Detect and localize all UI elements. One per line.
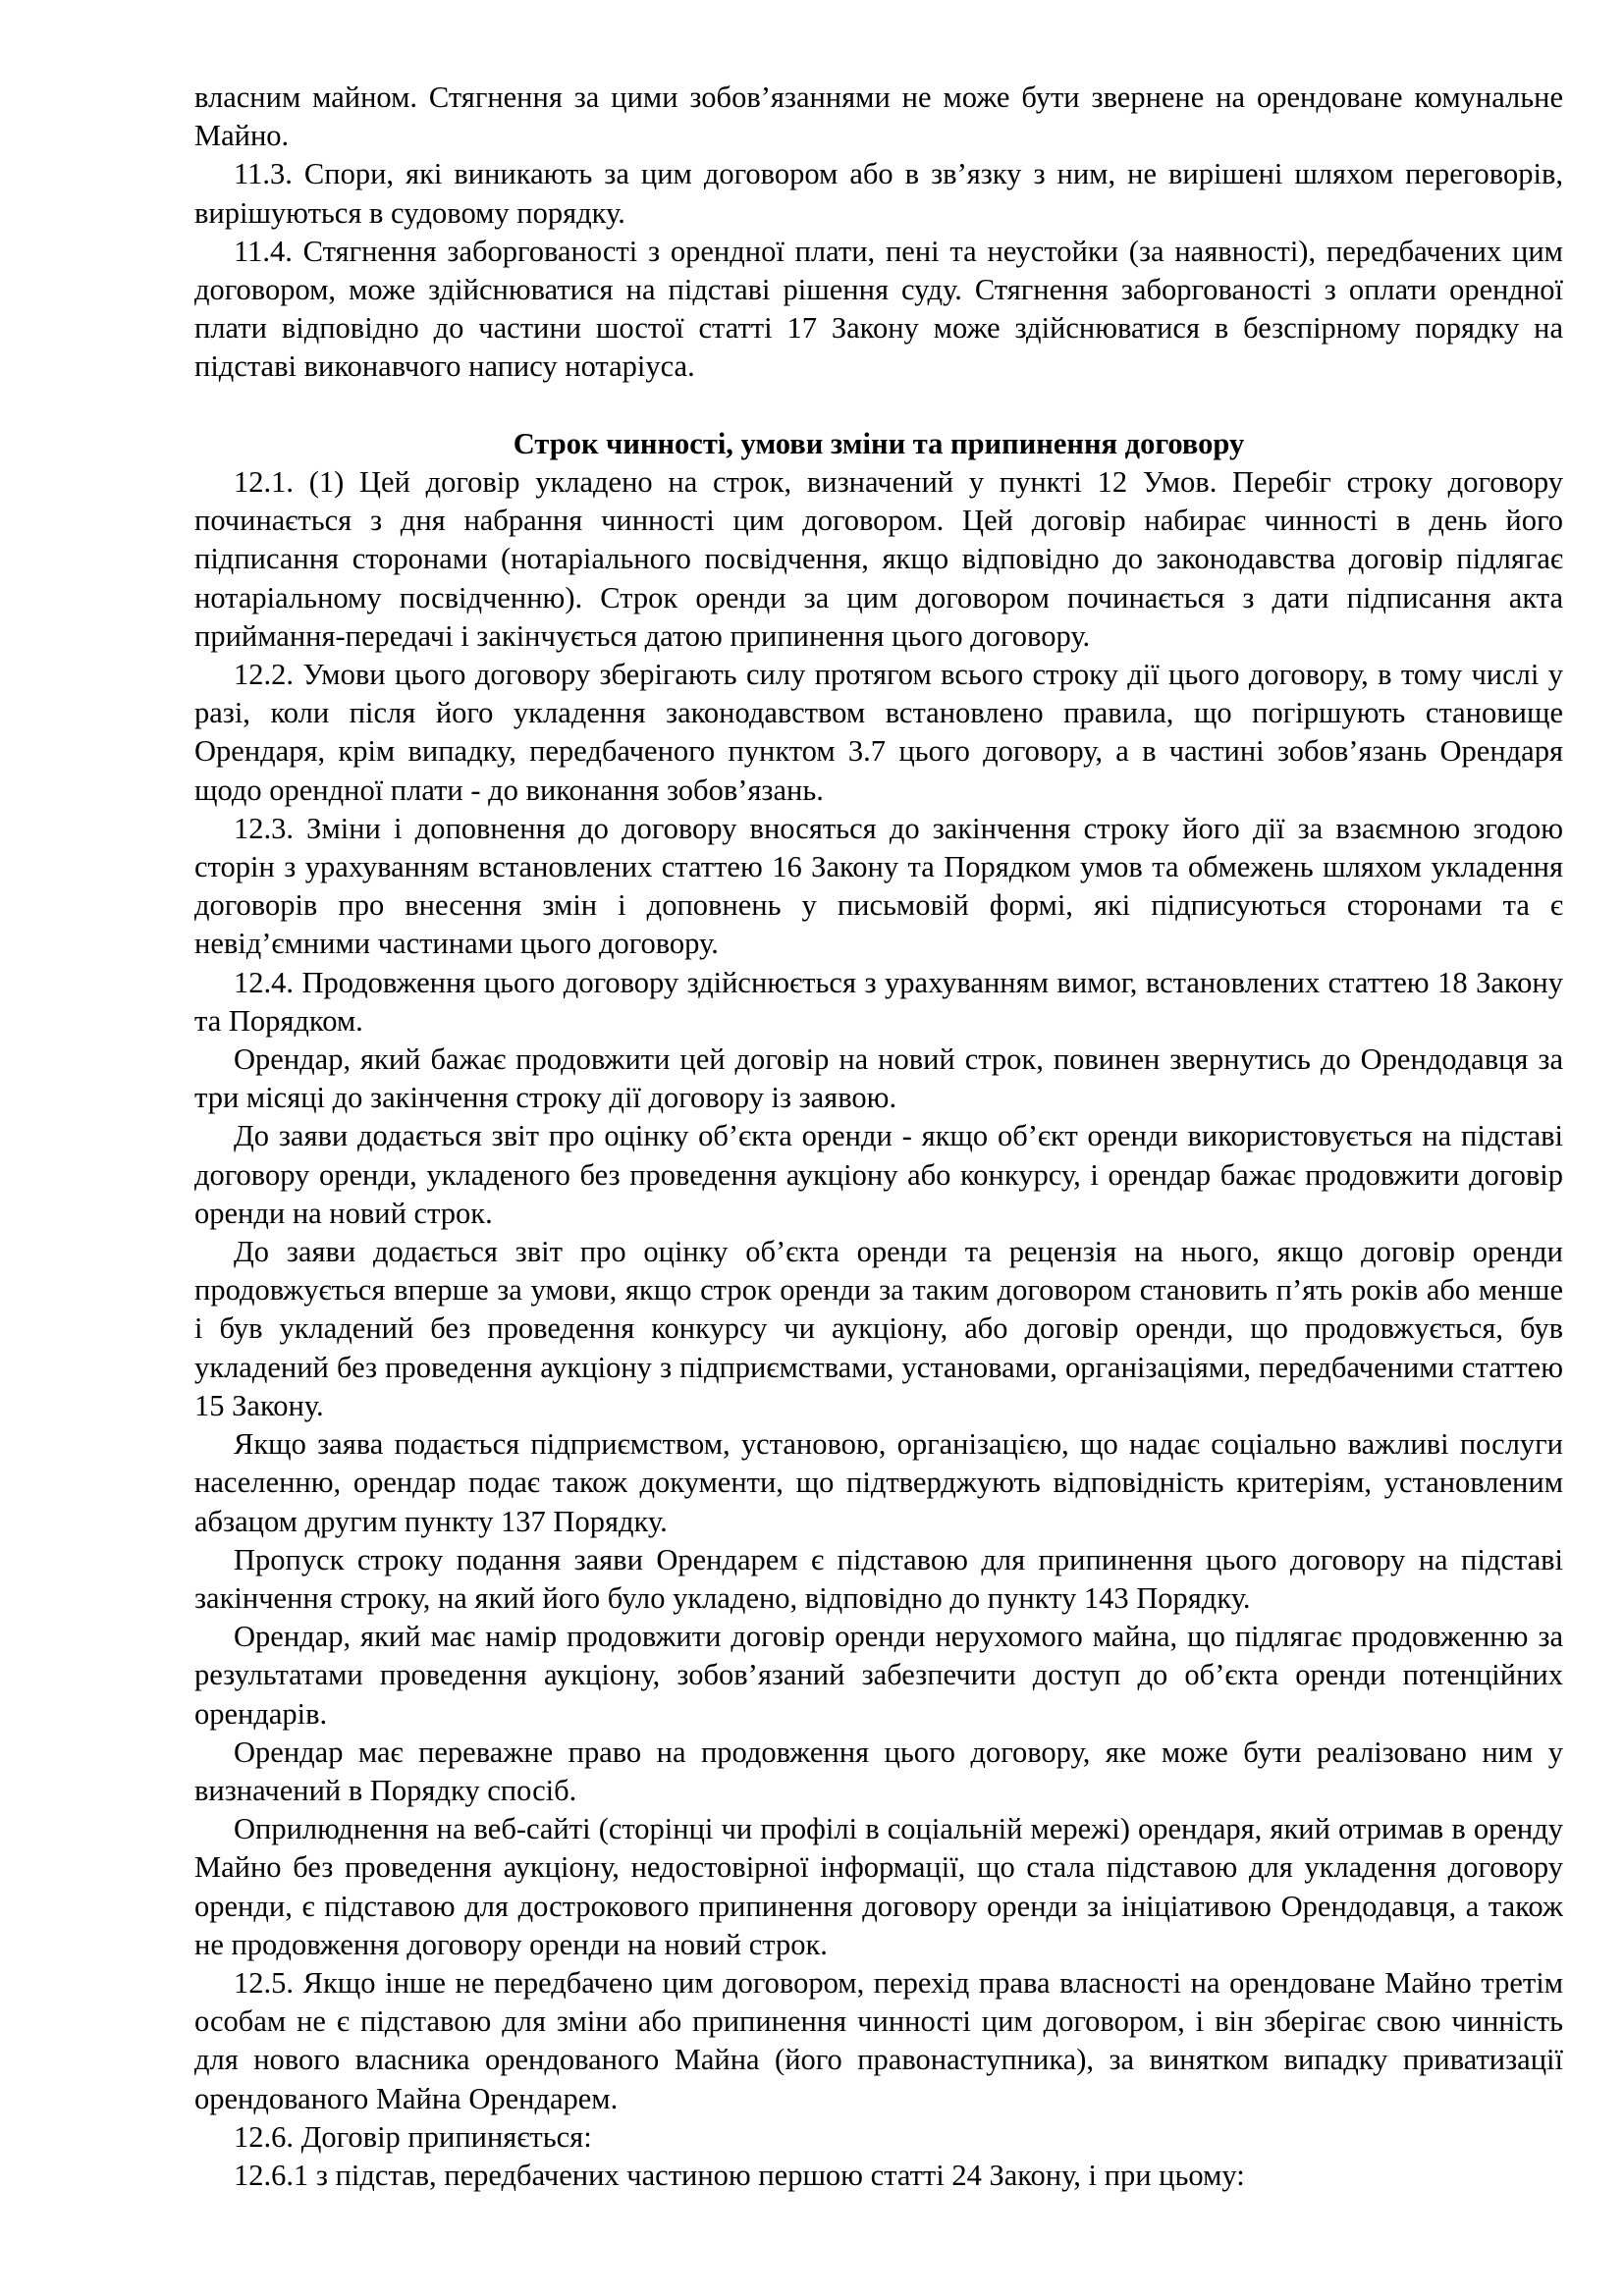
document-page [194,79,1563,2195]
paragraph-12-6: 12.6. Договір припиняється: [234,2119,592,2154]
paragraph-preemptive-right: Орендар має переважне право на продовження цього договору, яке може бути реалізовано ним у визначений в Порядку спосіб. [194,1735,1563,1807]
paragraph-12-6-1: 12.6.1 з підстав, передбачених частиною першою статті 24 Закону, і при цьому: [234,2158,1245,2192]
paragraph-social-services: Якщо заява подається підприємством, установою, організацією, що надає соціально важливі послуги населенню, орендар подає також документи, що підтверджують відповідність критеріям, установленим абзацом другим пункту 137 Порядку. [194,1427,1563,1538]
paragraph-access-obligation: Орендар, який має намір продовжити договір оренди нерухомого майна, що підлягає продовженню за результатами проведення аукціону, зобов’язаний забезпечити доступ до об’єкта оренди потенційних орендарів. [194,1620,1563,1731]
paragraph-11-2-continuation: власним майном. Стягнення за цими зобов’язаннями не може бути звернене на орендоване комунальне Майно. [194,80,1563,153]
paragraph-11-3: 11.3. Спори, які виникають за цим договором або в зв’язку з ним, не вирішені шляхом переговорів, вирішуються в судовому порядку. [194,157,1563,230]
paragraph-false-information: Оприлюднення на веб-сайті (сторінці чи профілі в соціальній мережі) орендаря, який отримав в оренду Майно без проведення аукціону, недостовірної інформації, що стала підставою для укладення договору оренди, є підставою для дострокового припинення договору оренди за ініціативою Орендодавця, а також не продовження договору оренди на новий строк. [194,1812,1563,1961]
paragraph-extension-request: Орендар, який бажає продовжити цей договір на новий строк, повинен звернутись до Орендодавця за три місяці до закінчення строку дії договору із заявою. [194,1042,1563,1115]
paragraph-missed-deadline: Пропуск строку подання заяви Орендарем є підставою для припинення цього договору на підставі закінчення строку, на який його було укладено, відповідно до пункту 143 Порядку. [194,1542,1563,1615]
paragraph-12-4: 12.4. Продовження цього договору здійснюється з урахуванням вимог, встановлених статтею 18 Закону та Порядком. [194,965,1563,1038]
paragraph-valuation-report: До заяви додається звіт про оцінку об’єкта оренди - якщо об’єкт оренди використовується на підставі договору оренди, укладеного без проведення аукціону або конкурсу, і орендар бажає продовжити договір оренди на новий строк. [194,1119,1563,1230]
paragraph-12-2: 12.2. Умови цього договору зберігають силу протягом всього строку дії цього договору, в тому числі у разі, коли після його укладення законодавством встановлено правила, що погіршують становище Орендаря, крім випадку, передбаченого пунктом 3.7 цього договору, а в частині зобов’язань Орендаря щодо орендної плати - до виконання зобов’язань. [194,658,1563,807]
paragraph-12-3: 12.3. Зміни і доповнення до договору вносяться до закінчення строку його дії за взаємною згодою сторін з урахуванням встановлених статтею 16 Закону та Порядком умов та обмежень шляхом укладення договорів про внесення змін і доповнень у письмовій формі, які підписуються сторонами та є невід’ємними частинами цього договору. [194,811,1563,961]
paragraph-11-4: 11.4. Стягнення заборгованості з орендної плати, пені та неустойки (за наявності), передбачених цим договором, може здійснюватися на підставі рішення суду. Стягнення заборгованості з оплати орендної плати відповідно до частини шостої статті 17 Закону може здійснюватися в безспірному порядку на підставі виконавчого напису нотаріуса. [194,234,1563,384]
paragraph-valuation-review: До заяви додається звіт про оцінку об’єкта оренди та рецензія на нього, якщо договір оренди продовжується вперше за умови, якщо строк оренди за таким договором становить п’ять років або менше і був укладений без проведення конкурсу чи аукціону, або договір оренди, що продовжується, був укладений без проведення аукціону з підприємствами, установами, організаціями, передбаченими статтею 15 Закону. [194,1235,1563,1422]
paragraph-12-1: 12.1. (1) Цей договір укладено на строк, визначений у пункті 12 Умов. Перебіг строку договору починається з дня набрання чинності цим договором. Цей договір набирає чинності в день його підписання сторонами (нотаріального посвідчення, якщо відповідно до законодавства договір підлягає нотаріальному посвідченню). Строк оренди за цим договором починається з дати підписання акта приймання-передачі і закінчується датою припинення цього договору. [194,465,1563,653]
section-spacer [194,387,1563,425]
section-heading: Строк чинності, умови зміни та припинення договору [513,426,1245,460]
paragraph-12-5: 12.5. Якщо інше не передбачено цим договором, перехід права власності на орендоване Майно третім особам не є підставою для зміни або припинення чинності цим договором, і він зберігає свою чинність для нового власника орендованого Майна (його правонаступника), за винятком випадку приватизації орендованого Майна Орендарем. [194,1965,1563,2115]
